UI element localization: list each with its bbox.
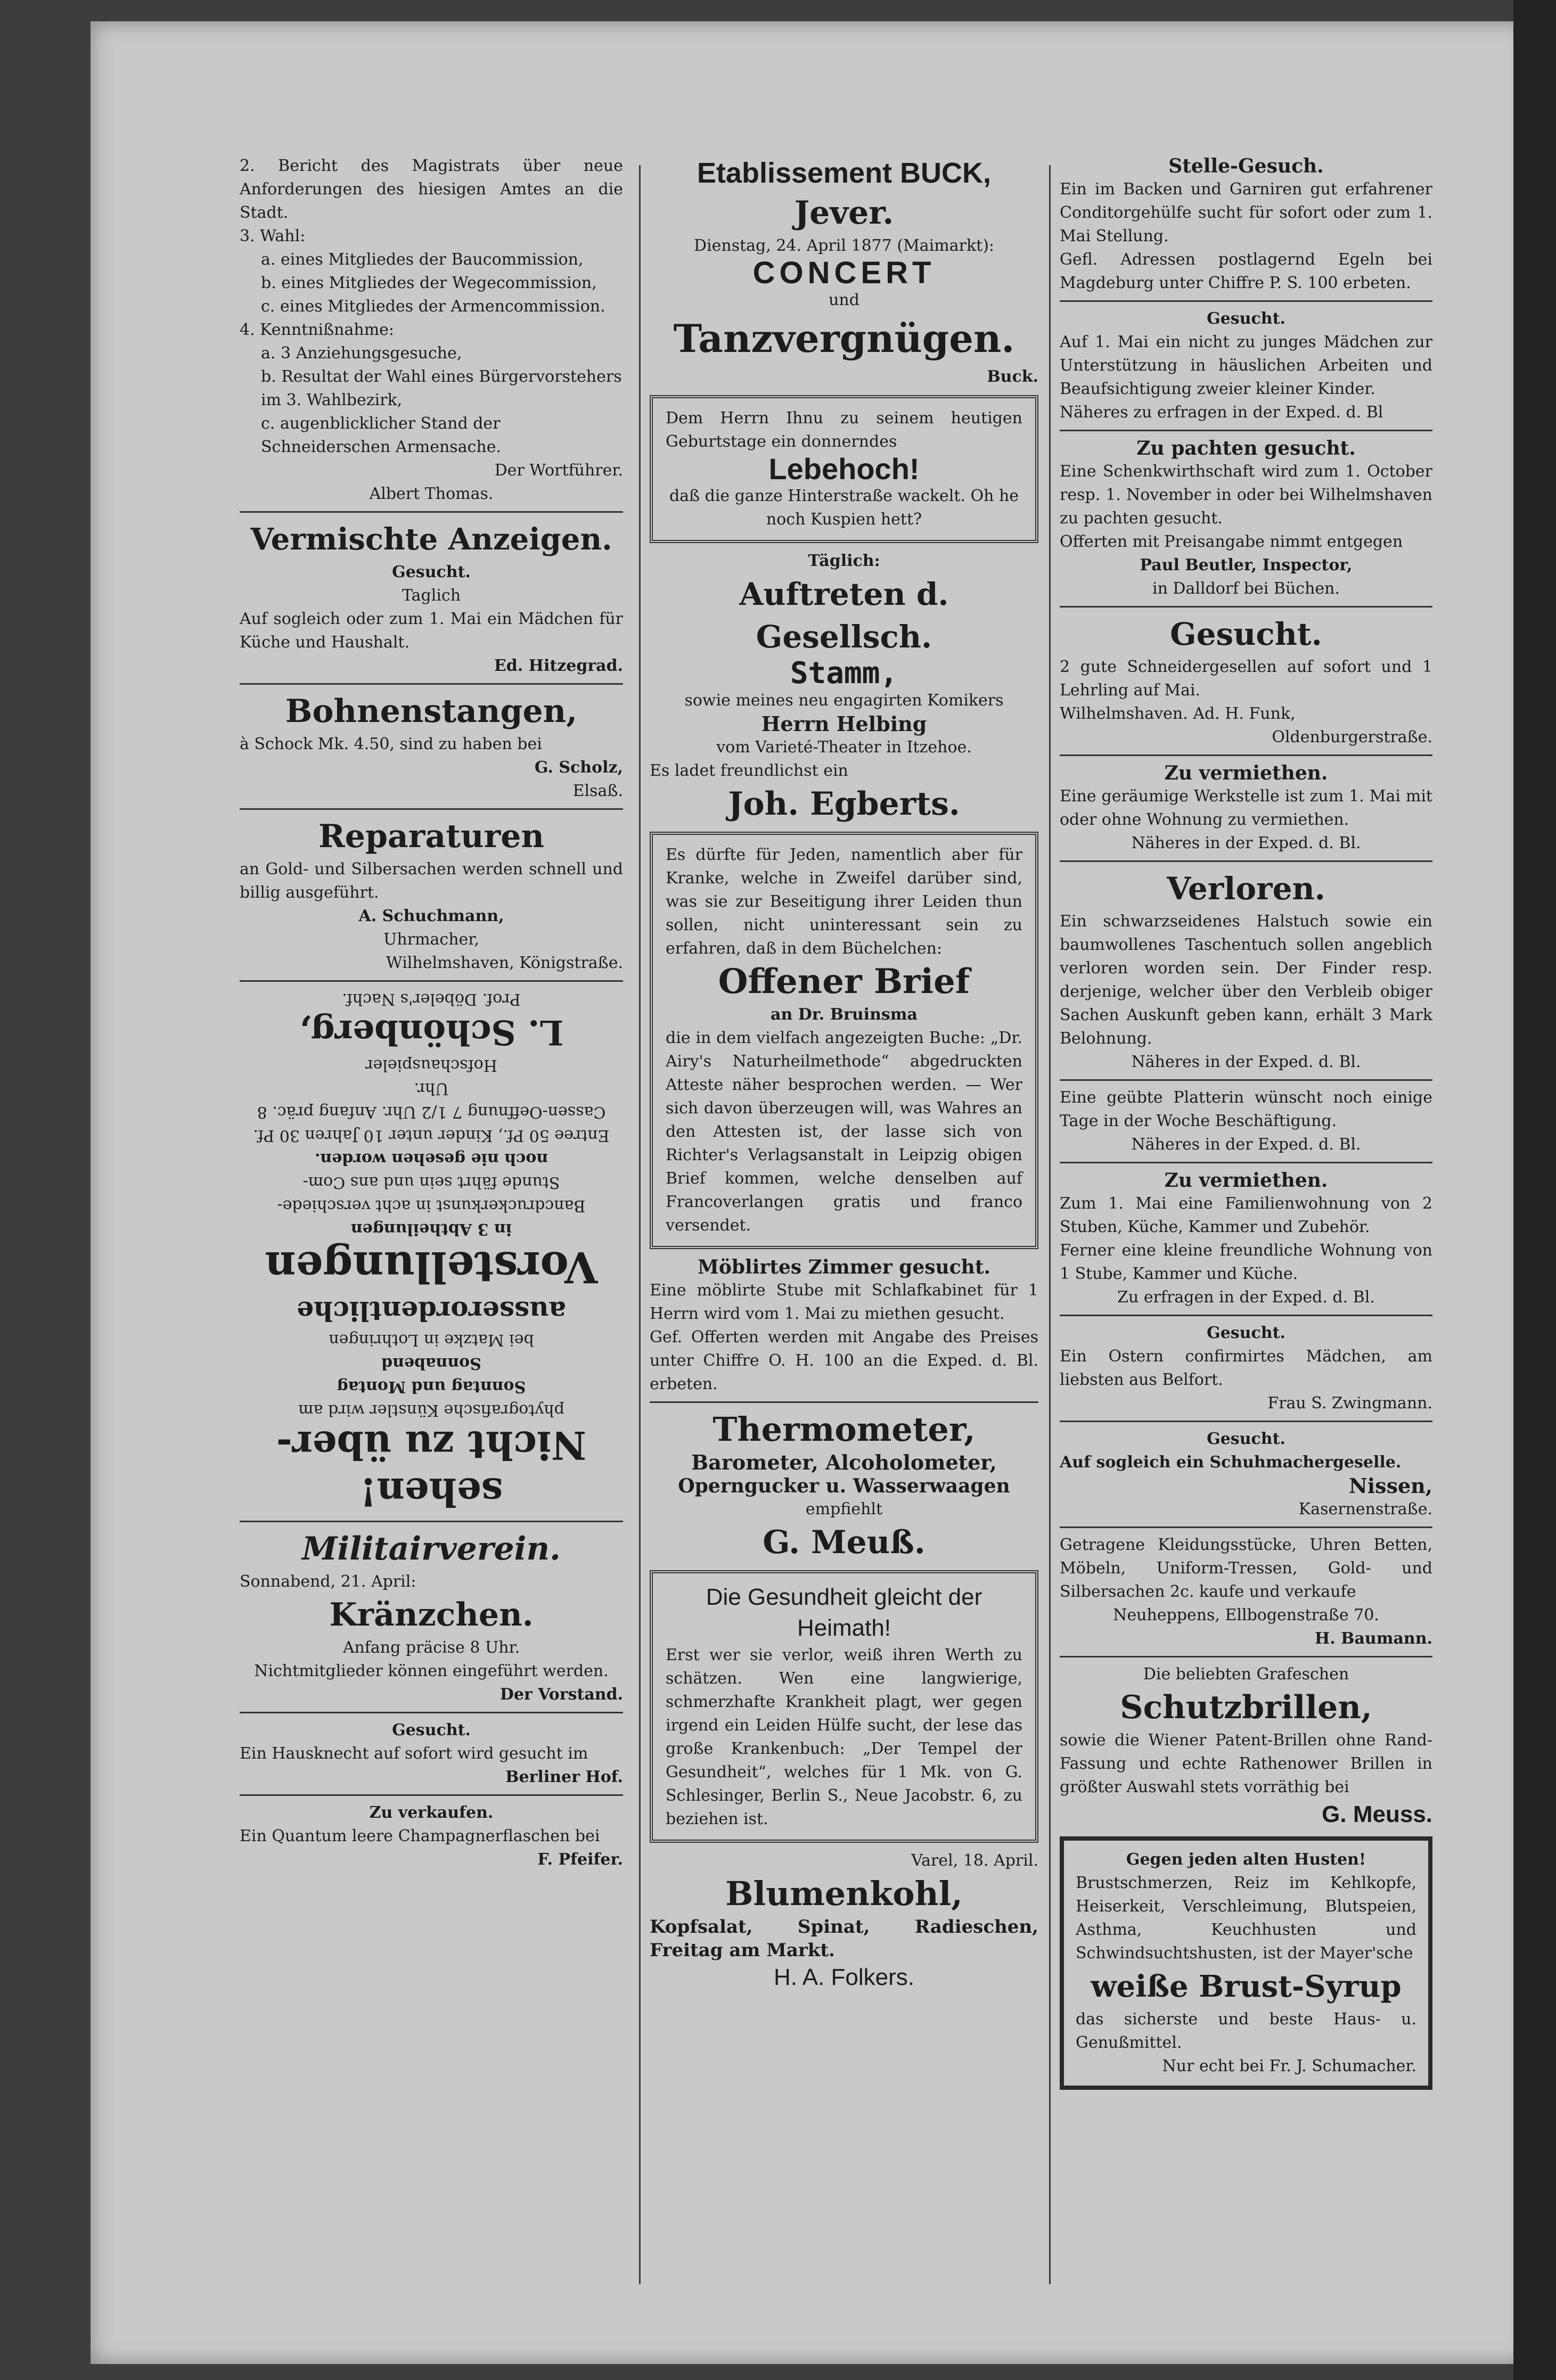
box-headline: Lebehoch! [768, 452, 920, 486]
ad-text: Eine möblirte Stube mit Schlafkabinet für 1 Herrn wird vom 1. Mai zu miethen gesucht. [650, 1281, 1038, 1323]
agenda-item: 4. Kenntnißnahme: [240, 321, 395, 339]
box-signature: Nur echt bei Fr. J. Schumacher. [1162, 2057, 1416, 2075]
ad-signature: G. Scholz, [534, 758, 623, 777]
flip-line: in 3 Abtheilungen [350, 1220, 512, 1238]
ad-signature: F. Pfeifer. [537, 1850, 623, 1869]
ad-signature: Nissen, [1349, 1474, 1432, 1498]
ad-signature: H. A. Folkers. [773, 1964, 915, 1990]
ad-place: Wilhelmshaven, Königstraße. [386, 954, 623, 972]
ad-signature: H. Baumann. [1314, 1629, 1432, 1648]
section-heading: Vermischte Anzeigen. [250, 522, 612, 557]
ad-place: Kasernenstraße. [1298, 1500, 1432, 1519]
box-headline: weiße Brust-Syrup [1091, 1969, 1402, 2004]
ad-text: Näheres in der Exped. d. Bl. [1131, 1135, 1361, 1154]
ad-text: Eine Schenkwirthschaft wird zum 1. October resp. 1. November in oder bei Wilhelmshaven zu pachten gesucht. [1060, 462, 1432, 528]
box-text: das sicherste und beste Haus- u. Genußmittel. [1076, 2010, 1416, 2052]
ad-text: Ein Quantum leere Champagnerflaschen bei [240, 1827, 600, 1845]
ad-text: Gefl. Adressen postlagernd Egeln bei Magdeburg unter Chiffre P. S. 100 erbeten. [1060, 250, 1432, 292]
agenda-signature-role: Der Wortführer. [494, 461, 623, 480]
ad-text: Auf sogleich ein Schuhmachergeselle. [1060, 1453, 1402, 1472]
divider [240, 808, 623, 810]
ad-title: Etablissement BUCK, [697, 157, 992, 189]
ad-title: Zu vermiethen. [1164, 762, 1328, 784]
ad-signature: Frau S. Zwingmann. [1267, 1394, 1432, 1413]
ad-text: Offerten mit Preisangabe nimmt entgegen [1060, 532, 1403, 551]
ad-text: Barometer, Alcoholometer, [691, 1450, 997, 1474]
ad-title: Gesucht. [392, 563, 471, 581]
ad-text: Ein im Backen und Garniren gut erfahrener Conditorgehülfe sucht für sofort oder zum 1. Mai Stellung. [1060, 180, 1432, 245]
ad-role: Uhrmacher, [383, 930, 479, 949]
ad-text: Getragene Kleidungsstücke, Uhren Betten, Möbeln, Uniform-Tressen, Gold- und Silbersachen 2c. kaufe und verkaufe [1060, 1536, 1432, 1601]
flip-line: Stunde fährt sein und ans Com- [302, 1173, 560, 1192]
flip-line: Bancdruckerkunst in acht verschiede- [277, 1196, 586, 1215]
ad-text: Nichtmitglieder können eingeführt werden. [254, 1662, 609, 1680]
ad-signature: Paul Beutler, Inspector, [1140, 556, 1353, 575]
ad-text: Ein Ostern confirmirtes Mädchen, am liebsten aus Belfort. [1060, 1347, 1432, 1389]
flip-line: phytografische Künstler wird am [298, 1401, 564, 1419]
flip-line: noch nie gesehen worden. [314, 1150, 548, 1168]
ad-title: Reparaturen [318, 818, 545, 855]
ad-headline: CONCERT [752, 256, 936, 290]
ad-place: in Dalldorf bei Büchen. [1152, 579, 1340, 598]
ad-text: und [829, 291, 859, 309]
council-agenda [240, 154, 623, 506]
upside-down-advert [240, 987, 623, 1515]
ad-text: Gef. Offerten werden mit Angabe des Preises unter Chiffre O. H. 100 an die Exped. d. Bl. erbeten. [650, 1328, 1038, 1393]
box-text: Erst wer sie verlor, weiß ihren Werth zu schätzen. Wen eine langwierige, schmerzhafte Krankheit plagt, wer gegen irgend ein Leiden Hülfe sucht, der lese das große Krankenbuch: „Der Tempel der Gesundheit“, welches für 1 Mk. von G. Schlesinger, Berlin S., Neue Jacobstr. 6, zu beziehen ist. [666, 1646, 1022, 1828]
ad-text: Zum 1. Mai eine Familienwohnung von 2 Stuben, Küche, Kammer und Zubehör. [1060, 1194, 1432, 1236]
ad-date: Sonnabend, 21. April: [240, 1572, 416, 1591]
ad-text: Wilhelmshaven. Ad. H. Funk, [1060, 704, 1296, 723]
divider [1060, 1527, 1432, 1528]
ad-text: Ferner eine kleine freundliche Wohnung von 1 Stube, Kammer und Küche. [1060, 1241, 1432, 1283]
ad-text: Kopfsalat, Spinat, Radieschen, Freitag am Markt. [650, 1916, 1038, 1961]
ad-text: 2 gute Schneidergesellen auf sofort und 1 Lehrling auf Mai. [1060, 658, 1432, 700]
flip-line: Sonnabend [381, 1354, 481, 1373]
ad-title: Möblirtes Zimmer gesucht. [697, 1256, 990, 1278]
ad-title: Gesucht. [1207, 309, 1285, 328]
ad-title: Gesucht. [1207, 1324, 1285, 1342]
divider [240, 683, 623, 685]
page-edge-shadow [1513, 0, 1556, 2380]
divider [1060, 754, 1432, 756]
ad-text: Die beliebten Grafeschen [1143, 1665, 1349, 1684]
box-text: daß die ganze Hinterstraße wackelt. Oh he noch Kuspien hett? [669, 487, 1019, 529]
flip-line: L. Schönberg, [299, 1012, 564, 1052]
agenda-signature: Albert Thomas. [369, 485, 494, 503]
divider [1060, 1079, 1432, 1081]
divider [240, 1712, 623, 1713]
box-subtitle: an Dr. Bruinsma [771, 1005, 918, 1024]
ad-title: Thermometer, [713, 1410, 976, 1449]
box-text: Es dürfte für Jeden, namentlich aber für Kranke, welche in Zweifel darüber sind, was sie zur Beseitigung ihrer Leiden thun sollen, nicht uninteressant sein zu erfahren, daß in dem Büchelchen: [666, 846, 1022, 958]
column-divider-left [639, 165, 641, 2284]
ad-title: Zu vermiethen. [1164, 1169, 1328, 1192]
box-text: Dem Herrn Ihnu zu seinem heutigen Geburtstage ein donnerndes [666, 409, 1022, 451]
ad-date: Dienstag, 24. April 1877 (Maimarkt): [693, 236, 995, 255]
ad-text: Näheres zu erfragen in der Exped. d. Bl [1060, 403, 1383, 422]
birthday-box [650, 395, 1038, 543]
ad-text: an Gold- und Silbersachen werden schnell und billig ausgeführt. [240, 860, 623, 902]
column-divider-right [1049, 165, 1051, 2284]
flip-line: Hofschauspieler [365, 1056, 497, 1074]
ad-text: vom Varieté-Theater in Itzehoe. [716, 738, 972, 757]
ad-event: Kränzchen. [329, 1596, 534, 1634]
box-headline: Die Gesundheit gleicht der Heimath! [706, 1584, 982, 1641]
box-text: Brustschmerzen, Reiz im Kehlkopfe, Heiserkeit, Verschleimung, Blutspeien, Asthma, Keuchhusten und Schwindsuchtshusten, ist der Mayer'sche [1076, 1874, 1416, 1963]
health-box [650, 1570, 1038, 1843]
ad-signature: Berliner Hof. [505, 1768, 623, 1786]
flip-line: Vorstellungen [265, 1242, 598, 1292]
divider [1060, 1656, 1432, 1657]
ad-text: Operngucker u. Wasserwaagen [678, 1475, 1010, 1497]
ad-signature: Joh. Egberts. [728, 785, 960, 823]
newspaper-page [91, 21, 1528, 2364]
divider [1060, 300, 1432, 302]
divider [240, 1521, 623, 1522]
ad-title: Militairverein. [302, 1530, 561, 1567]
divider [1060, 430, 1432, 431]
ad-title: Blumenkohl, [725, 1874, 963, 1913]
ad-title: Zu verkaufen. [369, 1803, 494, 1822]
ad-headline: Stamm, [790, 656, 898, 691]
ad-headline: Tanzvergnügen. [673, 316, 1015, 361]
ad-name: Herrn Helbing [761, 712, 927, 736]
divider [240, 980, 623, 982]
ad-text: sowie meines neu engagirten Komikers [684, 691, 1004, 710]
flip-line: Sonntag und Montag [337, 1377, 526, 1396]
agenda-item: 3. Wahl: [240, 227, 306, 245]
ad-text: Eine geräumige Werkstelle ist zum 1. Mai mit oder ohne Wohnung zu vermiethen. [1060, 787, 1432, 829]
flip-line: Nicht zu über- [276, 1423, 587, 1468]
ad-title: Schutzbrillen, [1120, 1689, 1372, 1726]
column-2 [650, 154, 1038, 1993]
divider [240, 511, 623, 513]
ad-place: Elsaß. [572, 782, 623, 800]
ad-text: Näheres in der Exped. d. Bl. [1131, 834, 1361, 852]
agenda-item: 2. Bericht des Magistrats über neue Anforderungen des hiesigen Amtes an die Stadt. [240, 157, 623, 222]
ad-text: sowie die Wiener Patent-Brillen ohne Rand-Fassung und echte Rathenower Brillen in größter Auswahl stets vorräthig bei [1060, 1731, 1432, 1796]
ad-place: Varel, 18. April. [911, 1851, 1038, 1870]
ad-note: Täglich: [808, 552, 880, 570]
ad-text: à Schock Mk. 4.50, sind zu haben bei [240, 735, 542, 753]
ad-title: Zu pachten gesucht. [1136, 437, 1356, 459]
column-1 [240, 154, 623, 1872]
ad-signature: G. Meuß. [763, 1524, 926, 1561]
open-letter-box [650, 832, 1038, 1249]
ad-signature: G. Meuss. [1322, 1801, 1432, 1827]
flip-line: Cassen-Oeffnung 7 1/2 Uhr. Anfang präc. 8 Uhr. [257, 1079, 606, 1121]
divider [240, 1794, 623, 1796]
agenda-item: a. 3 Anziehungsgesuche, [261, 344, 462, 363]
ad-place: Jever. [794, 194, 894, 232]
ad-signature: Der Vorstand. [499, 1685, 623, 1704]
ad-text: Näheres in der Exped. d. Bl. [1131, 1053, 1361, 1071]
divider [1060, 860, 1432, 862]
cough-syrup-box [1060, 1836, 1432, 2090]
ad-text: Auf sogleich oder zum 1. Mai ein Mädchen für Küche und Haushalt. [240, 610, 623, 652]
ad-title: Verloren. [1167, 871, 1325, 907]
ad-signature: A. Schuchmann, [358, 907, 504, 925]
flip-line: ausserordentliche [297, 1295, 566, 1327]
agenda-item: a. eines Mitgliedes der Baucommission, [261, 250, 584, 269]
ad-signature: Buck. [987, 367, 1038, 386]
divider [650, 1401, 1038, 1403]
ad-headline: Auftreten d. Gesellsch. [739, 576, 949, 655]
ad-title: Stelle-Gesuch. [1168, 155, 1324, 177]
ad-place: Neuheppens, Ellbogenstraße 70. [1113, 1606, 1379, 1624]
flip-line: Entree 50 Pf., Kinder unter 10 Jahren 30 Pf. [253, 1126, 610, 1145]
ad-text: Ein schwarzseidenes Halstuch sowie ein baumwollenes Taschentuch sollen angeblich verloren worden sein. Der Finder resp. derjenige, welcher über den Verbleib obiger Sachen Auskunft geben kann, erhält 3 Mark Belohnung. [1060, 912, 1432, 1048]
ad-title: Bohnenstangen, [285, 693, 578, 730]
divider [1060, 1315, 1432, 1316]
ad-note: Taglich [402, 586, 461, 605]
agenda-item: b. Resultat der Wahl eines Bürgervorstehers im 3. Wahlbezirk, [261, 367, 622, 409]
flip-line: bei Matzke in Lothringen [329, 1331, 534, 1349]
divider [1060, 1162, 1432, 1163]
column-3 [1060, 154, 1432, 2096]
ad-text: Anfang präcise 8 Uhr. [342, 1638, 520, 1657]
flip-line: sehen! [359, 1470, 503, 1515]
ad-text: Es ladet freundlichst ein [650, 761, 848, 780]
box-text: die in dem vielfach angezeigten Buche: „Dr. Airy's Naturheilmethode“ abgedruckten Atteste näher besprochen werden. — Wer sich davon überzeugen will, was Wahres an den Attesten ist, der lasse sich von Richter's Verlagsanstalt in Leipzig obigen Brief kommen, welche denselben auf Francoverlangen gratis und franco versendet. [666, 1029, 1022, 1235]
ad-text: Auf 1. Mai ein nicht zu junges Mädchen zur Unterstützung in häuslichen Arbeiten und Beaufsichtigung zweier kleiner Kinder. [1060, 333, 1432, 398]
divider [1060, 1421, 1432, 1422]
ad-title: Gesucht. [392, 1721, 471, 1739]
box-headline: Gegen jeden alten Husten! [1126, 1850, 1366, 1869]
box-headline: Offener Brief [718, 962, 970, 1002]
ad-text: Ein Hausknecht auf sofort wird gesucht im [240, 1744, 588, 1763]
ad-text: empfiehlt [805, 1500, 883, 1519]
ad-place: Oldenburgerstraße. [1272, 728, 1432, 746]
ad-text: Zu erfragen in der Exped. d. Bl. [1117, 1288, 1375, 1307]
ad-text: Eine geübte Platterin wünscht noch einige Tage in der Woche Beschäftigung. [1060, 1088, 1432, 1130]
agenda-item: c. eines Mitgliedes der Armencommission. [261, 297, 605, 316]
divider [1060, 606, 1432, 608]
flip-line: Prof. Döbeler's Nachf. [342, 990, 521, 1008]
ad-title: Gesucht. [1207, 1430, 1285, 1448]
agenda-item: c. augenblicklicher Stand der Schneiderschen Armensache. [261, 414, 501, 456]
ad-signature: Ed. Hitzegrad. [494, 656, 623, 675]
agenda-item: b. eines Mitgliedes der Wegecommission, [261, 274, 597, 292]
ad-title: Gesucht. [1170, 616, 1322, 652]
